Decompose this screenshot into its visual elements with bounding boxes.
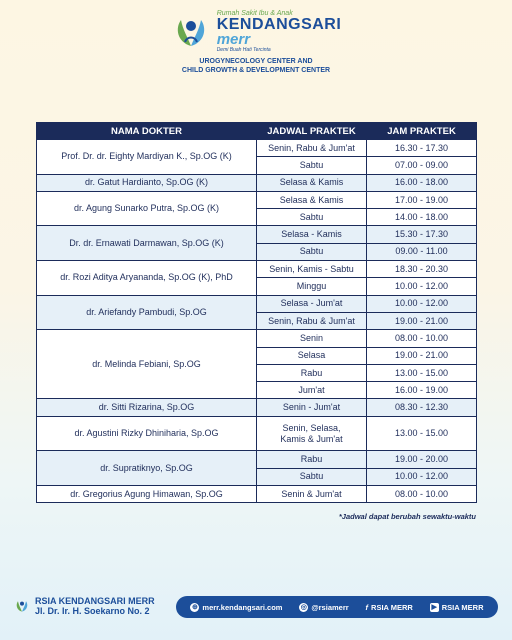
table-row (37, 295, 477, 312)
schedule-day-cell: Selasa - Jum'at (257, 295, 367, 312)
schedule-hours-cell: 16.00 - 18.00 (367, 174, 477, 191)
doctor-name-cell: dr. Gregorius Agung Himawan, Sp.OG (37, 485, 257, 502)
footer-name-line-2: Jl. Dr. Ir. H. Soekarno No. 2 (35, 606, 150, 616)
centers-line-1: UROGYNECOLOGY CENTER AND (199, 58, 313, 65)
schedule-hours-cell: 14.00 - 18.00 (367, 209, 477, 226)
schedule-day-cell: Selasa (257, 347, 367, 364)
schedule-day-cell: Rabu (257, 364, 367, 381)
schedule-day-cell: Selasa - Kamis (257, 226, 367, 243)
table-row (37, 261, 477, 278)
schedule-note: *Jadwal dapat berubah sewaktu-waktu (338, 512, 476, 521)
schedule-day-cell: Sabtu (257, 157, 367, 174)
footer-social-bar (176, 596, 498, 618)
doctor-name-cell: dr. Ariefandy Pambudi, Sp.OG (37, 295, 257, 330)
table-row (37, 451, 477, 468)
schedule-hours-cell: 08.30 - 12.30 (367, 399, 477, 416)
logo-brand-sub: merr (216, 31, 251, 48)
header-logo (0, 10, 512, 75)
doctor-name-cell: dr. Agung Sunarko Putra, Sp.OG (K) (37, 191, 257, 226)
schedule-day-cell: Senin (257, 330, 367, 347)
schedule-day-cell: Jum'at (257, 382, 367, 399)
schedule-hours-cell: 16.00 - 19.00 (367, 382, 477, 399)
schedule-day-cell: Senin - Jum'at (257, 399, 367, 416)
logo-tagline: Rumah Sakit Ibu & Anak (216, 10, 293, 17)
table-row (37, 399, 477, 416)
doctor-name-cell: dr. Sitti Rizarina, Sp.OG (37, 399, 257, 416)
schedule-hours-cell: 17.00 - 19.00 (367, 191, 477, 208)
instagram-link[interactable] (299, 603, 348, 612)
schedule-hours-cell: 13.00 - 15.00 (367, 364, 477, 381)
logo-motto: Demi Buah Hati Tercinta (216, 47, 271, 53)
schedule-hours-cell: 15.30 - 17.30 (367, 226, 477, 243)
facebook-icon: f (365, 602, 369, 612)
youtube-link[interactable] (430, 603, 484, 612)
schedule-day-cell: Senin, Kamis - Sabtu (257, 261, 367, 278)
schedule-hours-cell: 08.00 - 10.00 (367, 330, 477, 347)
schedule-table (36, 122, 477, 503)
schedule-day-cell: Rabu (257, 451, 367, 468)
schedule-day-cell: Senin & Jum'at (257, 485, 367, 502)
schedule-day-cell: Sabtu (257, 468, 367, 485)
table-row (37, 485, 477, 502)
schedule-hours-cell: 08.00 - 10.00 (367, 485, 477, 502)
schedule-hours-cell: 19.00 - 20.00 (367, 451, 477, 468)
schedule-hours-cell: 19.00 - 21.00 (367, 347, 477, 364)
globe-icon: ⊕ (191, 603, 198, 611)
schedule-hours-cell: 13.00 - 15.00 (367, 416, 477, 451)
centers-text (0, 57, 512, 75)
facebook-label: RSIA MERR (371, 602, 413, 612)
schedule-hours-cell: 07.00 - 09.00 (367, 157, 477, 174)
schedule-hours-cell: 10.00 - 12.00 (367, 295, 477, 312)
website-label: merr.kendangsari.com (202, 602, 283, 612)
footer-name-line-1: RSIA KENDANGSARI MERR (35, 596, 155, 606)
schedule-day-cell: Sabtu (257, 243, 367, 260)
doctor-name-cell: dr. Melinda Febiani, Sp.OG (37, 330, 257, 399)
schedule-hours-cell: 19.00 - 21.00 (367, 312, 477, 329)
leaf-logo-icon (171, 12, 211, 52)
table-row (37, 140, 477, 157)
facebook-link[interactable] (366, 603, 413, 612)
logo-brand: KENDANGSARI (216, 16, 342, 33)
youtube-label: RSIA MERR (441, 602, 484, 612)
table-row (37, 174, 477, 191)
instagram-icon: ◎ (300, 603, 307, 611)
schedule-day-cell: Senin, Selasa, Kamis & Jum'at (257, 416, 367, 451)
schedule-day-cell: Senin, Rabu & Jum'at (257, 312, 367, 329)
schedule-hours-cell: 10.00 - 12.00 (367, 278, 477, 295)
schedule-day-cell: Selasa & Kamis (257, 191, 367, 208)
schedule-day-cell: Senin, Rabu & Jum'at (257, 140, 367, 157)
centers-line-2: CHILD GROWTH & DEVELOPMENT CENTER (181, 67, 331, 74)
header-schedule: JADWAL PRAKTEK (257, 123, 367, 140)
table-header-row (37, 123, 477, 140)
table-row (37, 330, 477, 347)
doctor-name-cell: dr. Agustini Rizky Dhiniharia, Sp.OG (37, 416, 257, 451)
schedule-table-body (37, 140, 477, 503)
table-row (37, 226, 477, 243)
table-row (37, 416, 477, 451)
website-link[interactable] (190, 603, 282, 612)
instagram-label: @rsiamerr (311, 602, 349, 612)
youtube-icon: ▶ (431, 603, 437, 611)
header-doctor-name: NAMA DOKTER (37, 123, 257, 140)
schedule-hours-cell: 10.00 - 12.00 (367, 468, 477, 485)
schedule-day-cell: Sabtu (257, 209, 367, 226)
footer-hospital (14, 596, 155, 616)
schedule-hours-cell: 18.30 - 20.30 (367, 261, 477, 278)
doctor-name-cell: Prof. Dr. dr. Eighty Mardiyan K., Sp.OG (K) (37, 140, 257, 175)
table-row (37, 191, 477, 208)
schedule-day-cell: Minggu (257, 278, 367, 295)
leaf-logo-small-icon (14, 598, 30, 614)
schedule-hours-cell: 16.30 - 17.30 (367, 140, 477, 157)
schedule-hours-cell: 09.00 - 11.00 (367, 243, 477, 260)
doctor-name-cell: dr. Gatut Hardianto, Sp.OG (K) (37, 174, 257, 191)
doctor-name-cell: Dr. dr. Ernawati Darmawan, Sp.OG (K) (37, 226, 257, 261)
schedule-day-cell: Selasa & Kamis (257, 174, 367, 191)
doctor-name-cell: dr. Supratiknyo, Sp.OG (37, 451, 257, 486)
schedule-table-wrap (36, 122, 476, 503)
header-hours: JAM PRAKTEK (367, 123, 477, 140)
doctor-name-cell: dr. Rozi Aditya Aryananda, Sp.OG (K), PhD (37, 261, 257, 296)
